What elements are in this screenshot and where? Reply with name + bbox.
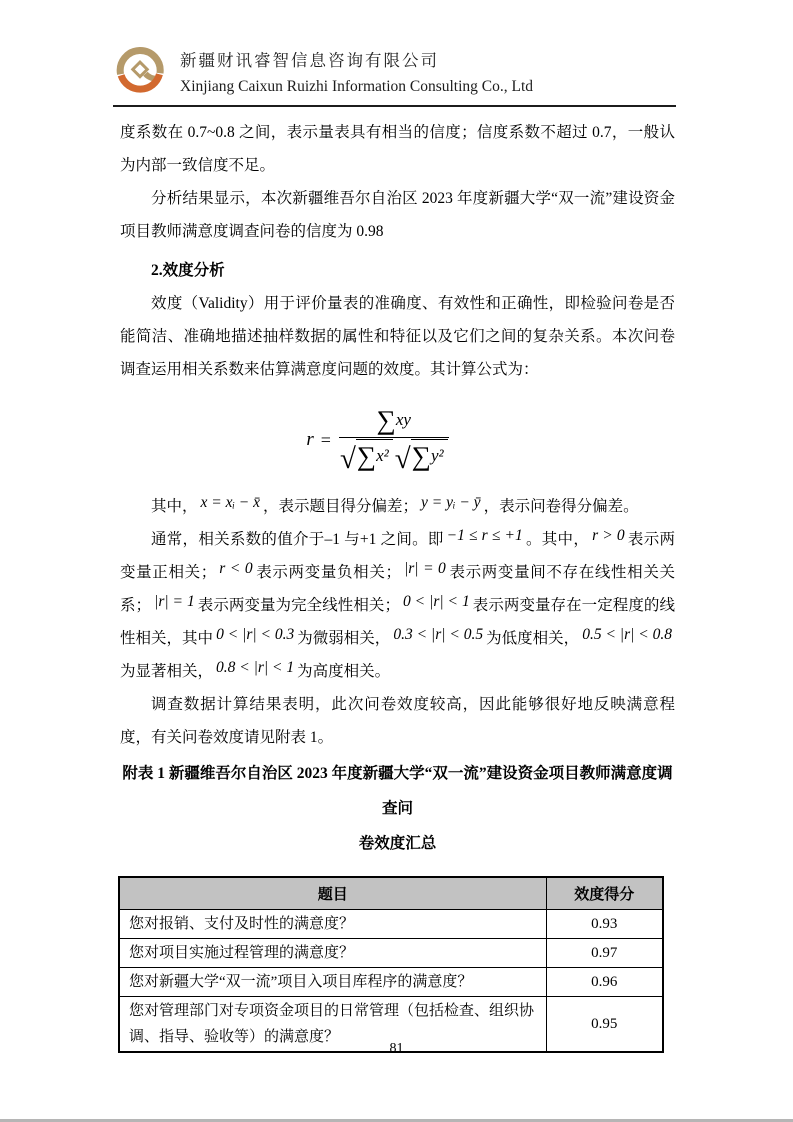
paragraph-deviation-definitions: [120, 490, 675, 523]
math-abs-r-between: 0 < |r| < 1: [402, 593, 470, 610]
text-segment: ，表示题目得分偏差；: [263, 498, 419, 515]
math-significant-range: 0.5 < |r| < 0.8: [582, 626, 672, 643]
formula-numerator: [339, 405, 449, 438]
text-segment: 为低度相关，: [486, 630, 580, 647]
document-body: [120, 116, 675, 1053]
table-row: [119, 910, 663, 939]
table-header-row: [119, 877, 663, 910]
company-logo-icon: [113, 44, 167, 98]
math-range: −1 ≤ r ≤ +1: [446, 527, 523, 544]
math-r-positive: r > 0: [592, 527, 625, 544]
math-low-range: 0.3 < |r| < 0.5: [393, 626, 484, 643]
correlation-formula: [120, 400, 635, 480]
paragraph-reliability-result: 分析结果显示，本次新疆维吾尔自治区 2023 年度新疆大学“双一流”建设资金项目教师满意度调查问卷的信度为 0.98: [120, 190, 675, 240]
radical-symbol: √: [394, 442, 411, 475]
score-cell: 0.96: [546, 968, 663, 997]
company-name-zh: 新疆财讯睿智信息咨询有限公司: [180, 50, 439, 70]
letterhead: [113, 44, 676, 107]
sigma-symbol: ∑: [411, 440, 431, 471]
math-x-deviation: x = xᵢ − x̄: [200, 494, 261, 511]
text-segment: 为微弱相关，: [297, 630, 391, 647]
numerator-expression: xy: [395, 409, 411, 429]
paragraph-correlation-ranges: [120, 523, 675, 688]
text-segment: 表示两变量正相关；: [120, 531, 675, 581]
question-cell: 您对项目实施过程管理的满意度？: [119, 939, 546, 968]
sigma-symbol: ∑: [356, 440, 377, 471]
math-y-deviation: y = yᵢ − ȳ: [421, 494, 481, 511]
formula-fraction: [339, 405, 449, 476]
radicand-y: [411, 439, 448, 472]
math-high-range: 0.8 < |r| < 1: [216, 659, 295, 676]
table-caption-line1: 附表 1 新疆维吾尔自治区 2023 年度新疆大学“双一流”建设资金项目教师满意度调查问: [122, 765, 673, 817]
sqrt-term-x: [340, 439, 393, 476]
validity-score-table: [118, 876, 664, 1053]
validity-table-container: [118, 876, 664, 1053]
column-header-score: 效度得分: [546, 877, 663, 910]
math-abs-r-zero: |r| = 0: [403, 560, 446, 577]
radical-symbol: √: [339, 442, 356, 475]
math-weak-range: 0 < |r| < 0.3: [216, 626, 295, 643]
text-segment: 表示两变量间不存在线性相关关系；: [120, 564, 675, 614]
radicand-x: [356, 439, 393, 472]
math-r-negative: r < 0: [219, 560, 253, 577]
y-squared: y²: [430, 445, 444, 465]
x-squared: x²: [376, 445, 389, 465]
paragraph-reliability-continuation: 度系数在 0.7~0.8 之间，表示量表具有相当的信度；信度系数不超过 0.7，一般认为内部一致信度不足。: [120, 124, 675, 174]
text-segment: 表示两变量为完全线性相关；: [197, 597, 400, 614]
section-heading-validity: 2.效度分析: [151, 262, 225, 279]
company-names: [180, 47, 533, 96]
text-segment: 通常，相关系数的值介于–1 与+1 之间。即: [151, 531, 444, 548]
sqrt-term-y: [395, 439, 448, 476]
question-cell: 您对管理部门对专项资金项目的日常管理（包括检查、组织协调、指导、验收等）的满意度？: [119, 997, 546, 1053]
company-name-en: Xinjiang Caixun Ruizhi Information Consulting Co., Ltd: [180, 77, 534, 95]
text-segment: 。其中，: [525, 531, 590, 548]
table-caption-line2: 卷效度汇总: [358, 835, 437, 852]
table-row: [119, 968, 663, 997]
text-segment: ，表示问卷得分偏差。: [483, 498, 639, 515]
table-caption: [120, 756, 675, 861]
paragraph-validity-intro: 效度（Validity）用于评价量表的准确度、有效性和正确性，即检验问卷是否能简洁、准确地描述抽样数据的属性和特征以及它们之间的复杂关系。本次问卷调查运用相关系数来估算满意度问题的效度。其计算公式为：: [120, 295, 675, 378]
column-header-question: 题目: [119, 877, 546, 910]
formula-denominator: [339, 438, 449, 476]
text-segment: 为显著相关，: [120, 663, 214, 680]
question-cell: 您对报销、支付及时性的满意度？: [119, 910, 546, 939]
score-cell: 0.97: [546, 939, 663, 968]
formula-equals-sign: =: [320, 429, 331, 450]
text-segment: 表示两变量存在一定程度的线性相关，其中: [120, 597, 675, 647]
score-cell: 0.95: [546, 997, 663, 1053]
text-segment: 为高度相关。: [297, 663, 391, 680]
math-abs-r-one: |r| = 1: [154, 593, 195, 610]
paragraph-validity-conclusion: 调查数据计算结果表明，此次问卷效度较高，因此能够很好地反映满意程度，有关问卷效度请见附表 1。: [120, 696, 675, 746]
text-segment: 表示两变量负相关；: [255, 564, 401, 581]
sigma-symbol: ∑: [376, 404, 396, 435]
table-row: [119, 939, 663, 968]
question-cell: 您对新疆大学“双一流”项目入项目库程序的满意度？: [119, 968, 546, 997]
page-number: 81: [389, 1041, 404, 1056]
formula-lhs-variable: r: [306, 429, 314, 450]
text-segment: 其中，: [151, 498, 198, 515]
score-cell: 0.93: [546, 910, 663, 939]
